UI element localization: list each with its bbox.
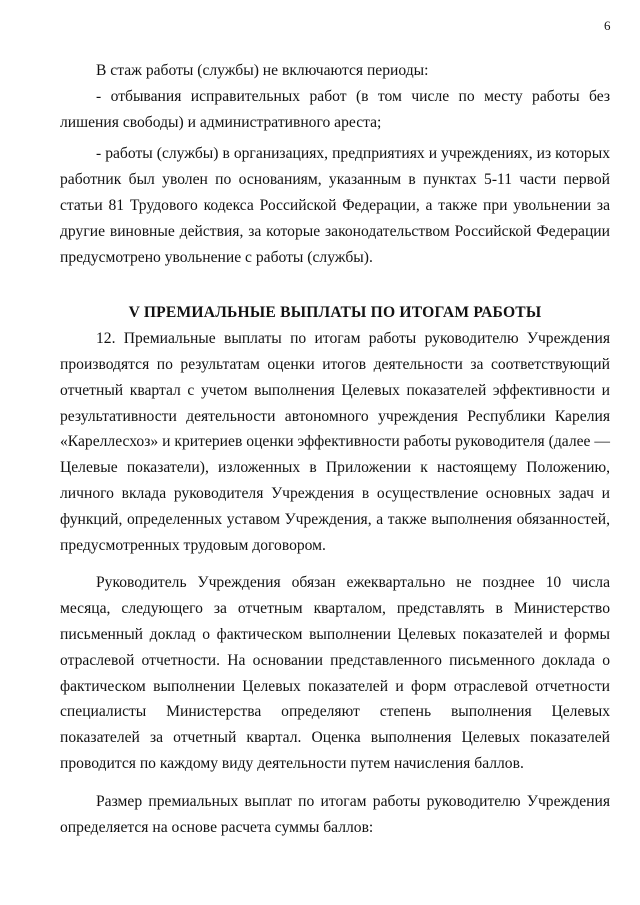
page-number: 6 — [604, 18, 611, 33]
paragraph-bonus-size: Размер премиальных выплат по итогам работы руководителю Учреждения определяется на основе расчета суммы баллов: — [60, 792, 610, 836]
document-body — [60, 58, 610, 840]
paragraph-report-duty: Руководитель Учреждения обязан ежеквартально не позднее 10 числа месяца, следующего за отчетным кварталом, представлять в Министерство письменный доклад о фактическом выполнении Целевых показателей и формы отраслевой отчетности. На основании представленного письменного доклада о фактическом выполнении Целевых показателей и форм отраслевой отчетности специалисты Министерства определяют степень выполнения Целевых показателей за отчетный квартал. Оценка выполнения Целевых показателей проводится по каждому виду деятельности путем начисления баллов. — [60, 574, 610, 772]
section-heading: V ПРЕМИАЛЬНЫЕ ВЫПЛАТЫ ПО ИТОГАМ РАБОТЫ — [128, 304, 542, 322]
intro-paragraph: В стаж работы (службы) не включаются периоды: — [96, 62, 429, 79]
paragraph-12: 12. Премиальные выплаты по итогам работы руководителю Учреждения производятся по результатам оценки итогов деятельности за соответствующий отчетный квартал с учетом выполнения Целевых показателей эффективности и результативности деятельности автономного учреждения Республики Карелия «Кареллесхоз» и критериев оценки эффективности работы руководителя (далее — Целевые показатели), изложенных в Приложении к настоящему Положению, личного вклада руководителя Учреждения в осуществление основных задач и функций, определенных уставом Учреждения, а также выполнения обязанностей, предусмотренных трудовым договором. — [60, 330, 610, 554]
list-item-1: - отбывания исправительных работ (в том числе по месту работы без лишения свободы) и административного ареста; — [60, 87, 610, 131]
list-item-2: - работы (службы) в организациях, предприятиях и учреждениях, из которых работник был уволен по основаниям, указанным в пунктах 5-11 части первой статьи 81 Трудового кодекса Российской Федерации, а также при увольнении за другие виновные действия, за которые законодательством Российской Федерации предусмотрено увольнение с работы (службы). — [60, 145, 610, 266]
